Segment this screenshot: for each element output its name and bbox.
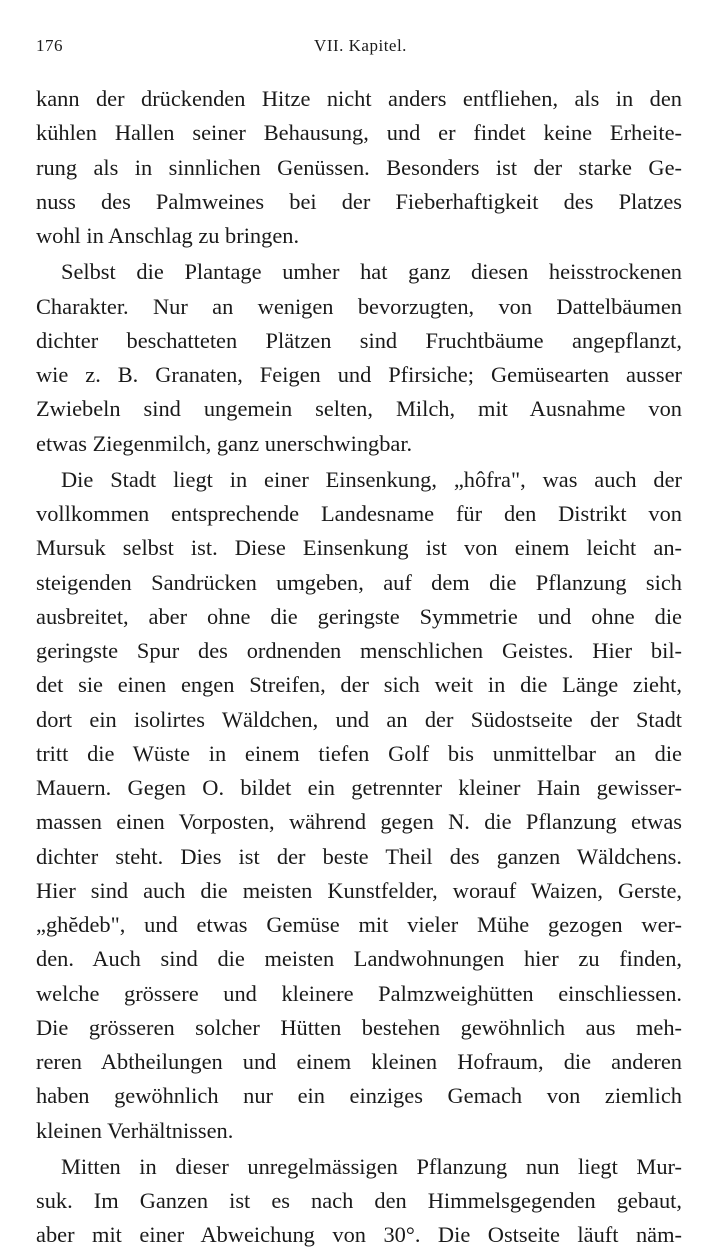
text-line: reren Abtheilungen und einem kleinen Hofraum, die anderen <box>36 1049 682 1074</box>
text-line: det sie einen engen Streifen, der sich weit in die Länge zieht, <box>36 672 682 698</box>
text-line: dichter beschatteten Plätzen sind Fruchtbäume angepflanzt, <box>36 327 682 353</box>
body-text <box>36 82 682 1253</box>
text-line: suk. Im Ganzen ist es nach den Himmelsgegenden gebaut, <box>36 1188 682 1213</box>
text-line: tritt die Wüste in einem tiefen Golf bis unmittelbar an die <box>36 740 682 766</box>
text-line: Mursuk selbst ist. Diese Einsenkung ist von einem leicht an- <box>36 535 682 561</box>
text-line: kühlen Hallen seiner Behausung, und er findet keine Erheite- <box>36 120 682 146</box>
chapter-title: VII. Kapitel. <box>314 36 407 55</box>
text-line: Mitten in dieser unregelmässigen Pflanzung nun liegt Mur- <box>61 1153 682 1179</box>
text-line: Selbst die Plantage umher hat ganz diesen heisstrockenen <box>61 259 682 285</box>
text-line: haben gewöhnlich nur ein einziges Gemach von ziemlich <box>36 1083 682 1109</box>
running-head <box>36 36 685 60</box>
text-line: kann der drückenden Hitze nicht anders entfliehen, als in den <box>36 86 682 111</box>
text-line: Hier sind auch die meisten Kunstfelder, worauf Waizen, Gerste, <box>36 877 682 903</box>
text-line: Charakter. Nur an wenigen bevorzugten, von Dattelbäumen <box>36 293 682 319</box>
text-line: Zwiebeln sind ungemein selten, Milch, mit Ausnahme von <box>36 396 682 422</box>
text-line: wie z. B. Granaten, Feigen und Pfirsiche; Gemüsearten ausser <box>36 362 682 387</box>
text-line: etwas Ziegenmilch, ganz unerschwingbar. <box>36 430 413 456</box>
text-line: rung als in sinnlichen Genüssen. Besonders ist der starke Ge- <box>36 154 682 180</box>
text-line: Mauern. Gegen O. bildet ein getrennter kleiner Hain gewisser- <box>36 775 682 800</box>
text-line: dort ein isolirtes Wäldchen, und an der Südostseite der Stadt <box>36 706 682 732</box>
paragraph-2 <box>36 255 682 461</box>
text-line: aber mit einer Abweichung von 30°. Die Ostseite läuft näm- <box>36 1222 682 1248</box>
text-line: Die Stadt liegt in einer Einsenkung, „hôfra", was auch der <box>61 466 682 492</box>
text-line: vollkommen entsprechende Landesname für den Distrikt von <box>36 501 682 526</box>
page-number: 176 <box>36 36 63 55</box>
paragraph-3 <box>36 463 682 1148</box>
text-line: dichter steht. Dies ist der beste Theil des ganzen Wäldchens. <box>36 843 682 869</box>
text-line: welche grössere und kleinere Palmzweighütten einschliessen. <box>36 980 682 1006</box>
text-line: den. Auch sind die meisten Landwohnungen hier zu finden, <box>36 946 682 972</box>
text-line: massen einen Vorposten, während gegen N. die Pflanzung etwas <box>36 809 682 835</box>
text-line: steigenden Sandrücken umgeben, auf dem die Pflanzung sich <box>36 569 682 595</box>
text-line: Die grösseren solcher Hütten bestehen gewöhnlich aus meh- <box>36 1014 682 1040</box>
text-line: wohl in Anschlag zu bringen. <box>36 223 300 248</box>
text-line: ausbreitet, aber ohne die geringste Symmetrie und ohne die <box>36 603 682 629</box>
text-line: geringste Spur des ordnenden menschlichen Geistes. Hier bil- <box>36 638 682 663</box>
text-line: kleinen Verhältnissen. <box>36 1117 234 1143</box>
paragraph-4 <box>36 1150 682 1253</box>
paragraph-1 <box>36 82 682 253</box>
text-line: „ghĕdeb", und etwas Gemüse mit vieler Mühe gezogen wer- <box>36 912 682 937</box>
text-line: nuss des Palmweines bei der Fieberhaftigkeit des Platzes <box>36 188 682 214</box>
